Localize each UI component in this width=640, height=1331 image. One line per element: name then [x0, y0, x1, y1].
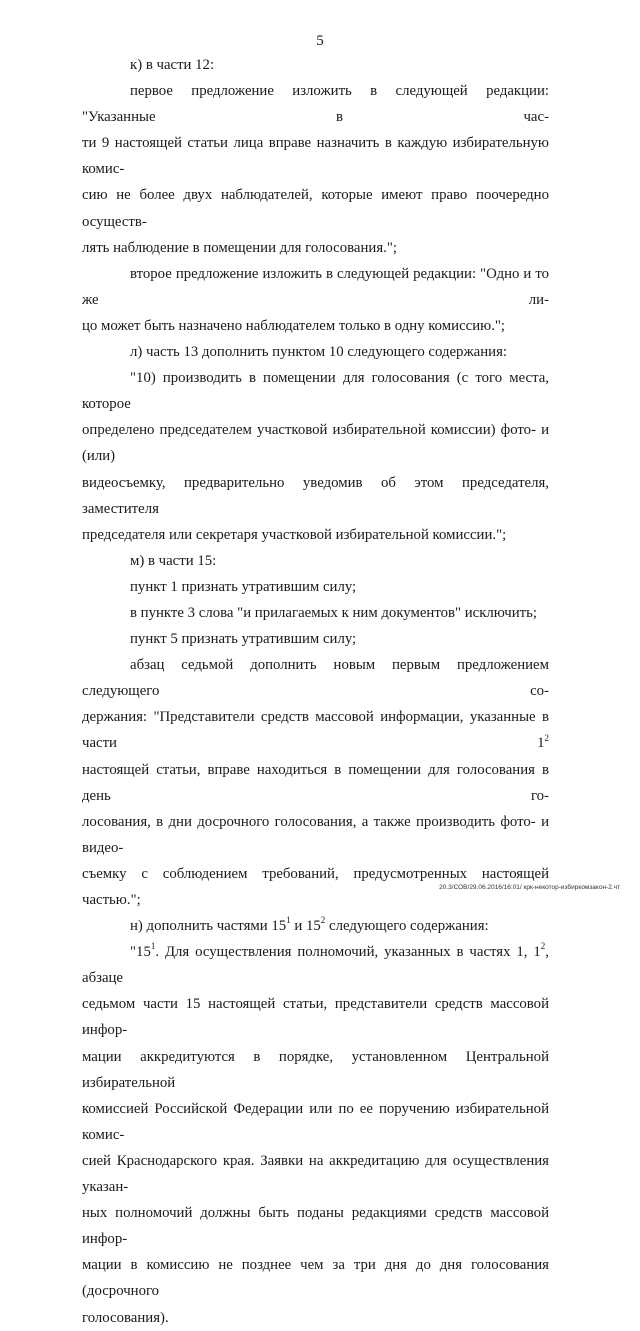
footer-file-reference: 20.3/СОВ/29.06.2016/16:01/ крк-некотор-избиркомзакон-2.чт [439, 884, 620, 891]
text-fragment: н) дополнить частями 15 [130, 918, 287, 935]
paragraph-l [82, 339, 549, 365]
text-line: абзац седьмой дополнить новым первым предложением следующего со- [82, 657, 549, 700]
text-line: ти 9 настоящей статьи лица вправе назначить в каждую избирательную комис- [82, 135, 549, 178]
text-line: к) в части 12: [130, 57, 215, 73]
text-line: комиссией Российской Федерации или по ее поручению избирательной комис- [82, 1100, 549, 1143]
text-line: "10) производить в помещении для голосования (с того места, которое [82, 370, 549, 413]
page-number: 5 [316, 33, 324, 49]
text-line: председателя или секретаря участковой избирательной комиссии."; [82, 526, 507, 543]
superscript: 2 [544, 732, 549, 743]
text-fragment: . Для осуществления полномочий, указанных в частях 1, 1 [155, 944, 541, 961]
text-line: л) часть 13 дополнить пунктом 10 следующего содержания: [130, 344, 508, 361]
text-fragment: следующего содержания: [325, 918, 489, 935]
text-line: первое предложение изложить в следующей редакции: "Указанные в час- [82, 83, 549, 126]
text-line: второе предложение изложить в следующей редакции: "Одно и то же ли- [82, 265, 549, 308]
paragraph-m [82, 548, 549, 574]
text-line: в пункте 3 слова "и прилагаемых к ним документов" исключить; [130, 604, 537, 621]
superscript: 1 [150, 941, 156, 952]
text-line: определено председателем участковой избирательной комиссии) фото- и (или) [82, 422, 549, 465]
paragraph-point-1 [82, 574, 549, 600]
paragraph-first-sentence-cont [82, 130, 549, 260]
text-line: мации аккредитуются в порядке, установленном Центральной избирательной [82, 1048, 549, 1091]
text-line: мации в комиссию не позднее чем за три дня до дня голосования (досрочного [82, 1257, 549, 1300]
paragraph-item-10-cont [82, 417, 549, 547]
paragraph-second-sentence-cont [82, 313, 549, 339]
paragraph-n [82, 913, 549, 939]
text-line [82, 704, 549, 756]
text-fragment: и 15 [290, 918, 321, 935]
text-line: настоящей статьи, вправе находиться в помещении для голосования в день го- [82, 761, 549, 804]
paragraph-item-10 [82, 365, 549, 417]
paragraph-k [82, 52, 549, 78]
superscript: 2 [320, 915, 326, 926]
text-fragment: "15 [130, 944, 151, 961]
paragraph-second-sentence [82, 261, 549, 313]
text-line: видеосъемку, предварительно уведомив об этом председателя, заместителя [82, 474, 549, 517]
text-line: пункт 1 признать утратившим силу; [130, 578, 357, 595]
paragraph-first-sentence [82, 78, 549, 130]
paragraph-point-3 [82, 600, 549, 626]
text-line: лосования, в дни досрочного голосования, а также производить фото- и видео- [82, 813, 549, 856]
text-line: лять наблюдение в помещении для голосования."; [82, 239, 397, 256]
superscript: 2 [540, 941, 546, 952]
text-line: пункт 5 признать утратившим силу; [130, 631, 357, 648]
paragraph-abzac-7 [82, 652, 549, 704]
text-line: цо может быть назначено наблюдателем только в одну комиссию."; [82, 317, 506, 334]
paragraph-abzac-7-cont [82, 704, 549, 913]
paragraph-15-1-cont [82, 991, 549, 1330]
superscript: 1 [286, 915, 291, 926]
text-line: ных полномочий должны быть поданы редакциями средств массовой инфор- [82, 1205, 549, 1248]
document-body [82, 52, 549, 1331]
text-line: м) в части 15: [130, 552, 217, 569]
text-fragment: , абзаце [82, 944, 549, 987]
text-line: съемку с соблюдением требований, предусмотренных настоящей частью."; [82, 865, 549, 908]
text-line: сией Краснодарского края. Заявки на аккредитацию для осуществления указан- [82, 1152, 549, 1196]
text-line: голосования). [82, 1309, 169, 1326]
paragraph-15-1 [82, 939, 549, 991]
text-line [82, 939, 549, 991]
text-fragment: держания: "Представители средств массовой информации, указанные в части 1 [82, 709, 549, 752]
text-line: седьмом части 15 настоящей статьи, представители средств массовой инфор- [82, 996, 549, 1039]
text-line: сию не более двух наблюдателей, которые имеют право поочередно осуществ- [82, 187, 549, 230]
paragraph-point-5 [82, 626, 549, 652]
